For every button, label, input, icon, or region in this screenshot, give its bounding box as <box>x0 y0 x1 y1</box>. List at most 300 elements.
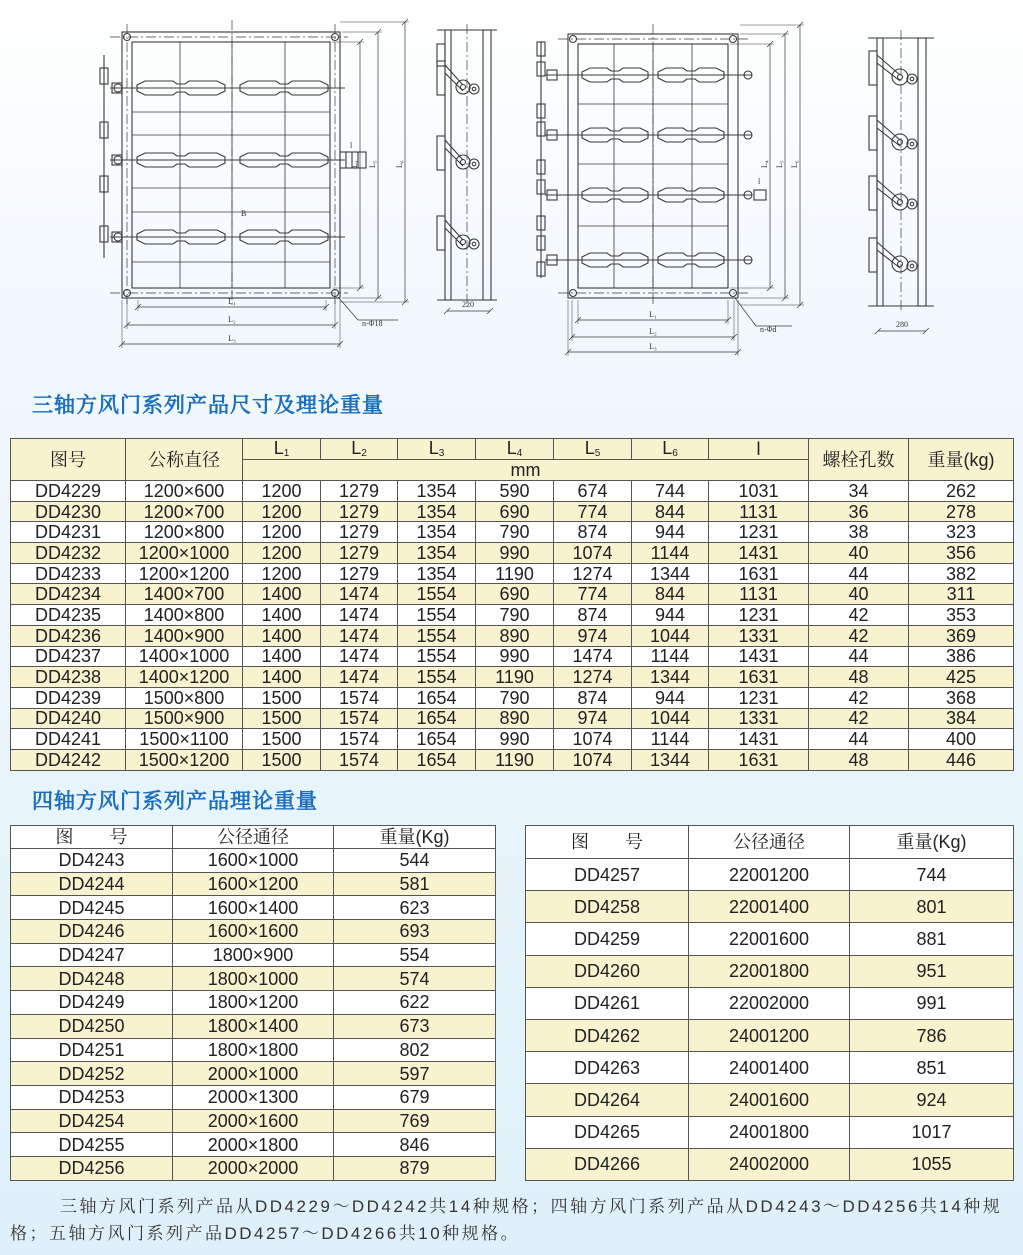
table-row <box>11 1062 496 1086</box>
table-cell: 1200 <box>243 543 321 564</box>
table-cell: 1431 <box>709 543 809 564</box>
table-row <box>11 991 496 1015</box>
table-cell: 790 <box>476 522 554 543</box>
bearing <box>456 235 470 249</box>
depth-label: 280 <box>896 320 908 329</box>
header-l4 <box>476 439 554 460</box>
table-cell: 44 <box>809 563 909 584</box>
outer-frame <box>122 32 340 298</box>
three-axis-dimension-table <box>10 438 1014 771</box>
table-row <box>11 667 1014 688</box>
table-cell: 1800×900 <box>173 943 334 967</box>
header-l6 <box>632 439 709 460</box>
table-cell: 1200×600 <box>126 481 243 502</box>
table-row <box>11 522 1014 543</box>
table-row <box>11 1109 496 1133</box>
table-cell: DD4245 <box>11 896 173 920</box>
bearing-hole <box>898 200 903 205</box>
table-cell: 1074 <box>554 729 632 750</box>
table-cell: 1354 <box>398 543 476 564</box>
table-cell: 1554 <box>398 625 476 646</box>
header-weight: 重量(Kg) <box>850 826 1014 859</box>
table-cell: DD4262 <box>526 1019 689 1051</box>
table-cell: 1354 <box>398 522 476 543</box>
table-cell: 744 <box>632 481 709 502</box>
table-cell: DD4254 <box>11 1109 173 1133</box>
table-cell: 693 <box>334 920 496 944</box>
actuator <box>754 190 766 200</box>
table-body <box>11 481 1014 771</box>
linkage-arm <box>869 116 877 150</box>
table-cell: DD4233 <box>11 563 126 584</box>
table-cell: 1279 <box>321 522 398 543</box>
table-row <box>11 872 496 896</box>
bearing-hole <box>472 87 476 91</box>
table-cell: 581 <box>334 872 496 896</box>
table-cell: 1800×1400 <box>173 1014 334 1038</box>
table-cell: DD4246 <box>11 920 173 944</box>
table-cell: 944 <box>632 605 709 626</box>
table-cell: 1654 <box>398 708 476 729</box>
bearing <box>469 84 479 94</box>
table-cell: 1574 <box>321 708 398 729</box>
header-l4-subscript: 4 <box>516 448 523 459</box>
table-cell: 2000×1300 <box>173 1085 334 1109</box>
table-cell: 790 <box>476 605 554 626</box>
table-row <box>526 1019 1014 1051</box>
linkage-arm <box>437 136 445 170</box>
table-cell: 1190 <box>476 667 554 688</box>
table-cell: 1200×1200 <box>126 563 243 584</box>
table-cell: 1631 <box>709 667 809 688</box>
side-channel <box>918 38 926 306</box>
linkage-arm <box>869 176 877 210</box>
header-l2-letter: L <box>351 438 362 458</box>
table-cell: 769 <box>334 1109 496 1133</box>
table-cell: 1800×1800 <box>173 1038 334 1062</box>
table-cell: 48 <box>809 667 909 688</box>
table-cell: 2000×1600 <box>173 1109 334 1133</box>
dim-label-l5: L₅ <box>368 160 377 168</box>
technical-drawings <box>0 0 1023 370</box>
table-cell: 48 <box>809 749 909 770</box>
table-cell: 597 <box>334 1062 496 1086</box>
header-l4-letter: L <box>506 438 517 458</box>
table-cell: 1600×1000 <box>173 849 334 873</box>
dim-label-l4: L₄ <box>760 160 769 168</box>
table-cell: DD4237 <box>11 646 126 667</box>
bearing-hole <box>910 202 914 206</box>
table-row <box>11 1014 496 1038</box>
table-cell: 1474 <box>321 625 398 646</box>
table-body <box>11 849 496 1181</box>
table-row <box>526 859 1014 891</box>
bearing-hole <box>898 75 903 80</box>
table-cell: 622 <box>334 991 496 1015</box>
linkage-arm <box>869 51 877 85</box>
header-l1 <box>243 439 321 460</box>
table-cell: DD4249 <box>11 991 173 1015</box>
table-cell: DD4263 <box>526 1052 689 1084</box>
table-cell: 874 <box>554 522 632 543</box>
bearing <box>907 261 917 271</box>
table-cell: 1400 <box>243 584 321 605</box>
linkage-arm <box>437 216 445 250</box>
header-l5-letter: L <box>584 438 595 458</box>
width-label-b: B <box>241 209 247 218</box>
table-cell: 690 <box>476 501 554 522</box>
bearing <box>907 139 917 149</box>
table-cell: 1344 <box>632 563 709 584</box>
table-cell: 679 <box>334 1085 496 1109</box>
bearing <box>907 74 917 84</box>
bearing-hole <box>910 264 914 268</box>
table-cell: DD4243 <box>11 849 173 873</box>
table-cell: 1344 <box>632 749 709 770</box>
table-row <box>526 1052 1014 1084</box>
table-cell: DD4230 <box>11 501 126 522</box>
table-cell: 1574 <box>321 729 398 750</box>
table-cell: 951 <box>850 955 1014 987</box>
table-cell: DD4252 <box>11 1062 173 1086</box>
side-channel <box>877 38 883 306</box>
table-cell: 890 <box>476 708 554 729</box>
header-l3-letter: L <box>428 438 439 458</box>
table-cell: 1400×1200 <box>126 667 243 688</box>
table-cell: 1190 <box>476 563 554 584</box>
table-cell: 1031 <box>709 481 809 502</box>
table-cell: 1200×800 <box>126 522 243 543</box>
header-nominal-size: 公称直径 <box>126 439 243 481</box>
table-cell: 1400 <box>243 667 321 688</box>
table-row <box>11 708 1014 729</box>
table-row <box>11 849 496 873</box>
table-row <box>526 1084 1014 1116</box>
table-cell: DD4232 <box>11 543 126 564</box>
table-cell: 1474 <box>321 584 398 605</box>
header-l2-subscript: 2 <box>361 448 367 459</box>
table-cell: 1344 <box>632 667 709 688</box>
table-cell: 400 <box>909 729 1014 750</box>
table-cell: 1474 <box>321 646 398 667</box>
table-row <box>11 687 1014 708</box>
table-row <box>11 584 1014 605</box>
table-row <box>11 749 1014 770</box>
table-cell: 1631 <box>709 749 809 770</box>
table-cell: 623 <box>334 896 496 920</box>
table-row <box>11 943 496 967</box>
table-cell: 1131 <box>709 584 809 605</box>
linkage-block <box>437 44 445 66</box>
table-cell: DD4266 <box>526 1148 689 1180</box>
table-cell: 1400 <box>243 625 321 646</box>
side-channel <box>483 30 491 300</box>
header-bolt-holes: 螺栓孔数 <box>809 439 909 481</box>
dim-label-l2: L₂ <box>228 315 236 324</box>
table-cell: DD4258 <box>526 891 689 923</box>
bearing <box>456 80 470 94</box>
table-cell: 1600×1200 <box>173 872 334 896</box>
table-cell: 874 <box>554 605 632 626</box>
table-cell: 990 <box>476 646 554 667</box>
table-cell: DD4257 <box>526 859 689 891</box>
section-title-three-axis: 三轴方风门系列产品尺寸及理论重量 <box>32 394 384 417</box>
inner-frame <box>132 42 330 288</box>
table-cell: 1231 <box>709 605 809 626</box>
dim-label-l6: L₆ <box>395 160 404 168</box>
linkage-arm <box>869 238 877 272</box>
table-cell: 1500×800 <box>126 687 243 708</box>
table-cell: 262 <box>909 481 1014 502</box>
table-cell: DD4256 <box>11 1156 173 1180</box>
table-cell: 1431 <box>709 729 809 750</box>
table-row <box>11 605 1014 626</box>
table-cell: 22001400 <box>689 891 850 923</box>
table-cell: 744 <box>850 859 1014 891</box>
table-cell: 40 <box>809 543 909 564</box>
table-cell: 1144 <box>632 646 709 667</box>
table-cell: 1331 <box>709 625 809 646</box>
table-cell: 446 <box>909 749 1014 770</box>
table-header-row <box>11 826 496 849</box>
table-cell: 24001600 <box>689 1084 850 1116</box>
table-cell: 844 <box>632 584 709 605</box>
table-cell: 554 <box>334 943 496 967</box>
table-cell: DD4229 <box>11 481 126 502</box>
table-cell: 1400 <box>243 646 321 667</box>
dim-label-l6: L₆ <box>790 160 799 168</box>
table-cell: 368 <box>909 687 1014 708</box>
table-cell: 42 <box>809 605 909 626</box>
table-cell: 1474 <box>321 605 398 626</box>
table-header-row <box>11 439 1014 460</box>
header-unit: mm <box>243 460 809 481</box>
table-cell: 42 <box>809 625 909 646</box>
table-row <box>11 729 1014 750</box>
table-cell: DD4255 <box>11 1133 173 1157</box>
header-nominal-size: 公径通径 <box>173 826 334 849</box>
table-cell: DD4251 <box>11 1038 173 1062</box>
table-cell: 890 <box>476 625 554 646</box>
table-cell: DD4231 <box>11 522 126 543</box>
table-cell: 1474 <box>321 667 398 688</box>
table-cell: 1554 <box>398 646 476 667</box>
table-cell: 1574 <box>321 687 398 708</box>
table-row <box>11 625 1014 646</box>
table-cell: 1279 <box>321 563 398 584</box>
table-row <box>526 1116 1014 1148</box>
table-cell: DD4250 <box>11 1014 173 1038</box>
table-cell: 1200 <box>243 501 321 522</box>
header-l5-subscript: 5 <box>594 448 601 459</box>
table-cell: 1431 <box>709 646 809 667</box>
table-cell: 924 <box>850 1084 1014 1116</box>
three-axis-side-view <box>437 24 497 314</box>
header-weight: 重量(kg) <box>909 439 1014 481</box>
table-cell: 44 <box>809 729 909 750</box>
table-cell: 1500×1100 <box>126 729 243 750</box>
table-cell: 1654 <box>398 749 476 770</box>
footnote: 三轴方风门系列产品从DD4229～DD4242共14种规格；四轴方风门系列产品从DD4243～DD4256共14种规格；五轴方风门系列产品DD4257～DD4266共10种规格。 <box>10 1197 1003 1243</box>
table-cell: 1274 <box>554 667 632 688</box>
bearing-hole <box>461 85 466 90</box>
dim-label-l1: L₁ <box>228 297 236 306</box>
table-cell: 1231 <box>709 522 809 543</box>
table-cell: 386 <box>909 646 1014 667</box>
table-cell: 1500 <box>243 729 321 750</box>
table-cell: 1574 <box>321 749 398 770</box>
table-cell: DD4264 <box>526 1084 689 1116</box>
hole-spec-label: n-Φd <box>760 325 777 334</box>
table-cell: 774 <box>554 501 632 522</box>
dim-label-l: l <box>758 177 761 186</box>
table-cell: 1654 <box>398 729 476 750</box>
table-cell: 673 <box>334 1014 496 1038</box>
table-cell: 1044 <box>632 625 709 646</box>
table-cell: 1131 <box>709 501 809 522</box>
bearing-hole <box>472 242 476 246</box>
table-row <box>526 923 1014 955</box>
table-cell: 544 <box>334 849 496 873</box>
table-cell: 1200 <box>243 522 321 543</box>
table-cell: 1200 <box>243 563 321 584</box>
table-cell: 674 <box>554 481 632 502</box>
table-cell: 1279 <box>321 501 398 522</box>
table-cell: 1800×1000 <box>173 967 334 991</box>
table-cell: 1144 <box>632 729 709 750</box>
table-cell: 881 <box>850 923 1014 955</box>
table-cell: 990 <box>476 543 554 564</box>
section-title-four-axis: 四轴方风门系列产品理论重量 <box>32 790 318 813</box>
table-row <box>11 967 496 991</box>
table-cell: 944 <box>632 687 709 708</box>
table-cell: 311 <box>909 584 1014 605</box>
table-cell: 384 <box>909 708 1014 729</box>
table-row <box>11 646 1014 667</box>
table-cell: 1400×800 <box>126 605 243 626</box>
table-cell: DD4241 <box>11 729 126 750</box>
table-row <box>11 563 1014 584</box>
table-cell: 1500 <box>243 687 321 708</box>
header-drawing-no: 图号 <box>11 439 126 481</box>
table-cell: 2000×1000 <box>173 1062 334 1086</box>
table-cell: 42 <box>809 687 909 708</box>
table-cell: 1400×700 <box>126 584 243 605</box>
table-cell: 1500 <box>243 749 321 770</box>
table-row <box>526 987 1014 1019</box>
table-cell: 874 <box>554 687 632 708</box>
table-cell: 44 <box>809 646 909 667</box>
table-cell: DD4244 <box>11 872 173 896</box>
table-cell: DD4265 <box>526 1116 689 1148</box>
table-row <box>11 1156 496 1180</box>
table-cell: 40 <box>809 584 909 605</box>
table-cell: 382 <box>909 563 1014 584</box>
four-axis-front-view <box>537 22 804 356</box>
table-cell: 802 <box>334 1038 496 1062</box>
table-cell: 323 <box>909 522 1014 543</box>
table-cell: 1354 <box>398 481 476 502</box>
header-l6-letter: L <box>662 438 673 458</box>
table-cell: 1274 <box>554 563 632 584</box>
leader-line <box>338 297 358 320</box>
table-cell: 1600×1600 <box>173 920 334 944</box>
table-cell: 844 <box>632 501 709 522</box>
table-cell: DD4261 <box>526 987 689 1019</box>
table-cell: 690 <box>476 584 554 605</box>
header-drawing-no: 图 号 <box>526 826 689 859</box>
table-cell: 369 <box>909 625 1014 646</box>
table-cell: 1554 <box>398 584 476 605</box>
table-cell: 24001400 <box>689 1052 850 1084</box>
table-body <box>526 859 1014 1181</box>
table-cell: 879 <box>334 1156 496 1180</box>
header-l-letter: l <box>756 439 761 459</box>
table-cell: 22001200 <box>689 859 850 891</box>
table-cell: 1190 <box>476 749 554 770</box>
header-nominal-size: 公径通径 <box>689 826 850 859</box>
table-cell: 1554 <box>398 667 476 688</box>
table-cell: DD4259 <box>526 923 689 955</box>
table-cell: 1200 <box>243 481 321 502</box>
table-cell: 1354 <box>398 501 476 522</box>
table-cell: 2000×1800 <box>173 1133 334 1157</box>
table-cell: 1400×1000 <box>126 646 243 667</box>
bearing <box>469 239 479 249</box>
table-cell: 851 <box>850 1052 1014 1084</box>
table-cell: DD4234 <box>11 584 126 605</box>
table-row <box>11 920 496 944</box>
bearing <box>456 155 470 169</box>
bearing-hole <box>461 240 466 245</box>
table-cell: 1800×1200 <box>173 991 334 1015</box>
table-cell: 991 <box>850 987 1014 1019</box>
table-cell: 42 <box>809 708 909 729</box>
header-l3 <box>398 439 476 460</box>
table-cell: 1017 <box>850 1116 1014 1148</box>
table-cell: 1600×1400 <box>173 896 334 920</box>
table-cell: 590 <box>476 481 554 502</box>
dim-label-l1: L₁ <box>649 310 657 319</box>
table-cell: 990 <box>476 729 554 750</box>
bearing-hole <box>461 160 466 165</box>
table-cell: 1500×1200 <box>126 749 243 770</box>
bearing-hole <box>898 262 903 267</box>
table-cell: 24001200 <box>689 1019 850 1051</box>
table-cell: 1554 <box>398 605 476 626</box>
table-header-row <box>526 826 1014 859</box>
table-cell: 1500×900 <box>126 708 243 729</box>
table-row <box>11 1038 496 1062</box>
bearing-hole <box>910 77 914 81</box>
bearing <box>907 199 917 209</box>
table-cell: 1474 <box>554 646 632 667</box>
table-cell: 24002000 <box>689 1148 850 1180</box>
header-l5 <box>554 439 632 460</box>
table-cell: 1331 <box>709 708 809 729</box>
table-cell: 786 <box>850 1019 1014 1051</box>
table-cell: 1200×700 <box>126 501 243 522</box>
table-row <box>11 501 1014 522</box>
header-l1-letter: L <box>273 438 284 458</box>
bearing-hole <box>910 142 914 146</box>
table-cell: DD4248 <box>11 967 173 991</box>
table-cell: 38 <box>809 522 909 543</box>
dim-label-l3: L₃ <box>649 342 657 351</box>
header-l2 <box>321 439 398 460</box>
table-row <box>11 1085 496 1109</box>
table-cell: DD4236 <box>11 625 126 646</box>
